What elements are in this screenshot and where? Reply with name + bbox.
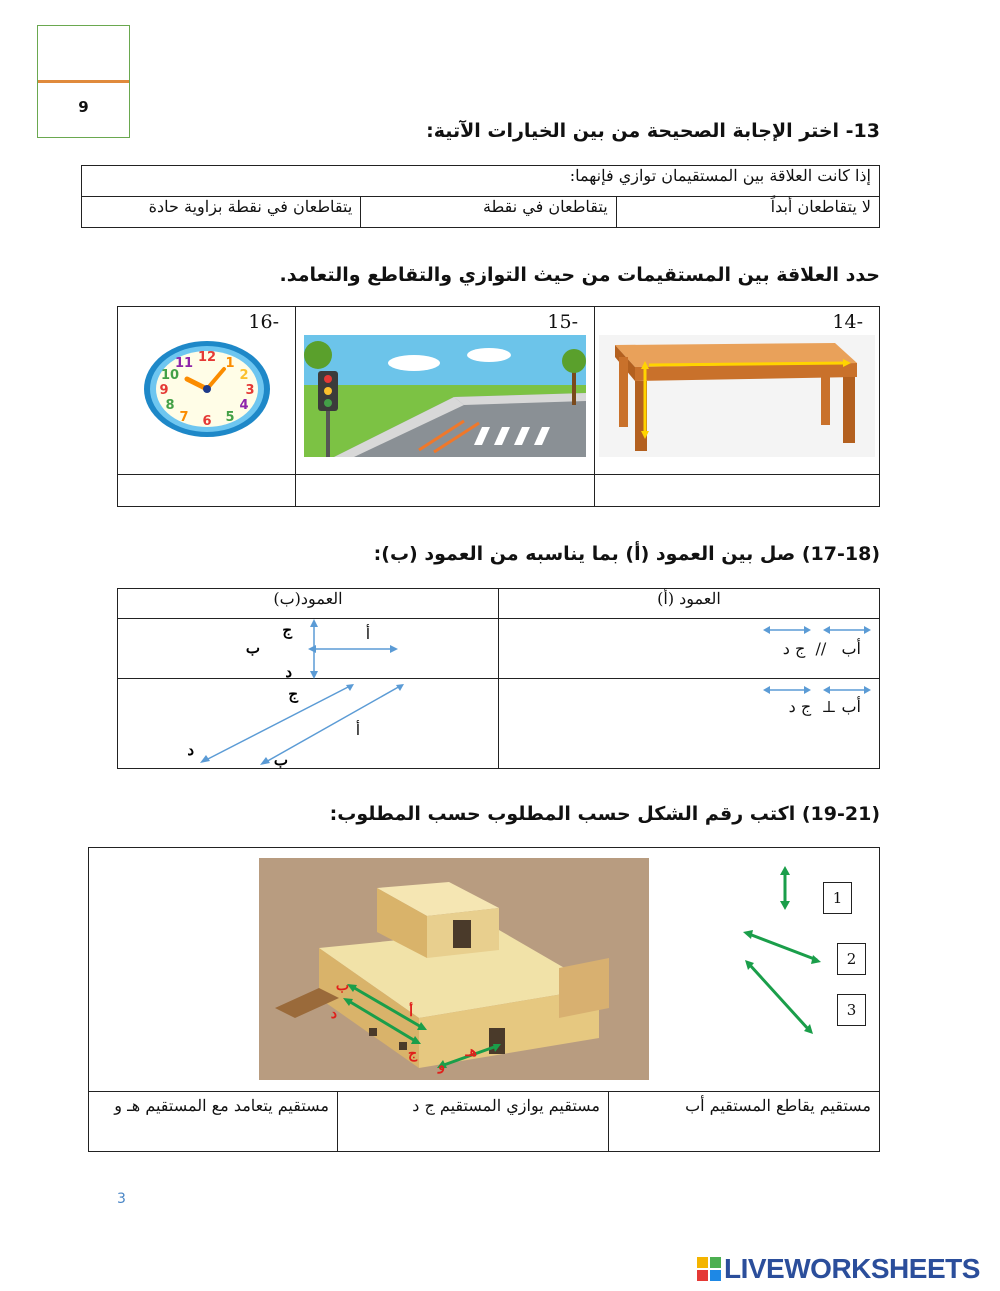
item-number-15: -15 [547, 311, 578, 333]
score-divider [38, 80, 129, 83]
relation-cell-15 [296, 307, 595, 475]
house-label-a: أ [409, 1004, 413, 1020]
perpendicular-lines-figure [245, 619, 408, 681]
relation-answer-14[interactable] [595, 475, 880, 507]
match-table [117, 588, 880, 769]
label-ba-2: ب [273, 751, 288, 769]
clock-digit-1: 1 [225, 356, 235, 371]
clock-digit-5: 5 [225, 410, 235, 425]
label-alef-1: أ [365, 625, 370, 643]
figure-title: (19-21) اكتب رقم الشكل حسب المطلوب حسب المطلوب: [329, 803, 880, 825]
match-row1-a[interactable] [499, 619, 880, 679]
clock-digit-9: 9 [159, 383, 169, 398]
relation-cell-16 [118, 307, 296, 475]
logo-text: LIVEWORKSHEETS [724, 1253, 980, 1284]
house-label-d: د [330, 1006, 337, 1022]
house-label-j: ج [407, 1046, 417, 1062]
house-image [259, 858, 649, 1080]
clock-digit-11: 11 [174, 356, 194, 371]
figure-box-1: 1 [823, 882, 852, 914]
parallel-arrows-icon [763, 623, 873, 637]
green-arrows-figure [739, 866, 819, 1038]
score-value: 9 [78, 98, 89, 116]
match-row2-a[interactable] [499, 679, 880, 769]
match-row2-b[interactable] [118, 679, 499, 769]
figure-answer-1[interactable]: مستقيم يقاطع المستقيم أب [609, 1092, 880, 1152]
parallel-lines-figure [188, 679, 418, 769]
clock-digit-4: 4 [239, 398, 249, 413]
col-a-header: العمود (أ) [499, 589, 880, 619]
figure-box-2: 2 [837, 943, 866, 975]
clock-digit-3: 3 [245, 383, 255, 398]
figure-answer-3[interactable]: مستقيم يتعامد مع المستقيم هـ و [89, 1092, 338, 1152]
figure-answer-2[interactable]: مستقيم يوازي المستقيم ج د [338, 1092, 609, 1152]
clock-digit-7: 7 [179, 410, 189, 425]
page-number: 3 [117, 1191, 126, 1207]
figure-cell [89, 848, 880, 1092]
q13-option-1[interactable]: لا يتقاطعان أبداً [616, 197, 879, 228]
house-label-h: هـ [465, 1044, 477, 1060]
q13-option-3[interactable]: يتقاطعان في نقطة بزاوية حادة [82, 197, 361, 228]
house-label-b: ب [335, 978, 349, 994]
label-jim-2: ج [288, 685, 298, 703]
q13-question: إذا كانت العلاقة بين المستقيمان توازي فإنهما: [82, 166, 880, 197]
q13-title: 13- اختر الإجابة الصحيحة من بين الخيارات الآتية: [426, 120, 880, 142]
label-alef-2: أ [355, 721, 360, 739]
liveworksheets-logo [697, 1253, 980, 1285]
clock-digit-6: 6 [202, 414, 212, 429]
q13-table [81, 165, 880, 228]
figure-table [88, 847, 880, 1152]
label-dal-1: د [285, 663, 292, 681]
match-row1-b[interactable] [118, 619, 499, 679]
relation-answer-16[interactable] [118, 475, 296, 507]
q13-option-2[interactable]: يتقاطعان في نقطة [361, 197, 616, 228]
row2-a-text: أب ⊥ ج د [788, 697, 861, 716]
label-ba-1: ب [245, 639, 260, 657]
table-icon [599, 335, 875, 457]
label-jim-1: ج [282, 621, 292, 639]
clock-digit-2: 2 [239, 368, 249, 383]
match-title: (17-18) صل بين العمود (أ) بما يناسبه من العمود (ب): [373, 543, 880, 565]
relation-cell-14 [595, 307, 880, 475]
row1-a-text: أب // ج د [782, 639, 861, 658]
score-box [37, 25, 130, 138]
col-b-header: العمود(ب) [118, 589, 499, 619]
relation-answer-15[interactable] [296, 475, 595, 507]
road-crossing-icon [304, 335, 586, 457]
clock-digit-10: 10 [160, 368, 180, 383]
figure-box-3: 3 [837, 994, 866, 1026]
item-number-16: -16 [248, 311, 279, 333]
logo-icon [697, 1257, 721, 1281]
perpendicular-arrows-icon [763, 683, 873, 697]
item-number-14: -14 [832, 311, 863, 333]
clock-digit-8: 8 [165, 398, 175, 413]
label-dal-2: د [187, 741, 194, 759]
clock-digit-12: 12 [197, 350, 217, 365]
house-label-w: و [438, 1058, 445, 1074]
relation-title: حدد العلاقة بين المستقيمات من حيث التوازي والتقاطع والتعامد. [279, 264, 880, 286]
clock-icon [142, 339, 272, 439]
relation-table [117, 306, 880, 507]
